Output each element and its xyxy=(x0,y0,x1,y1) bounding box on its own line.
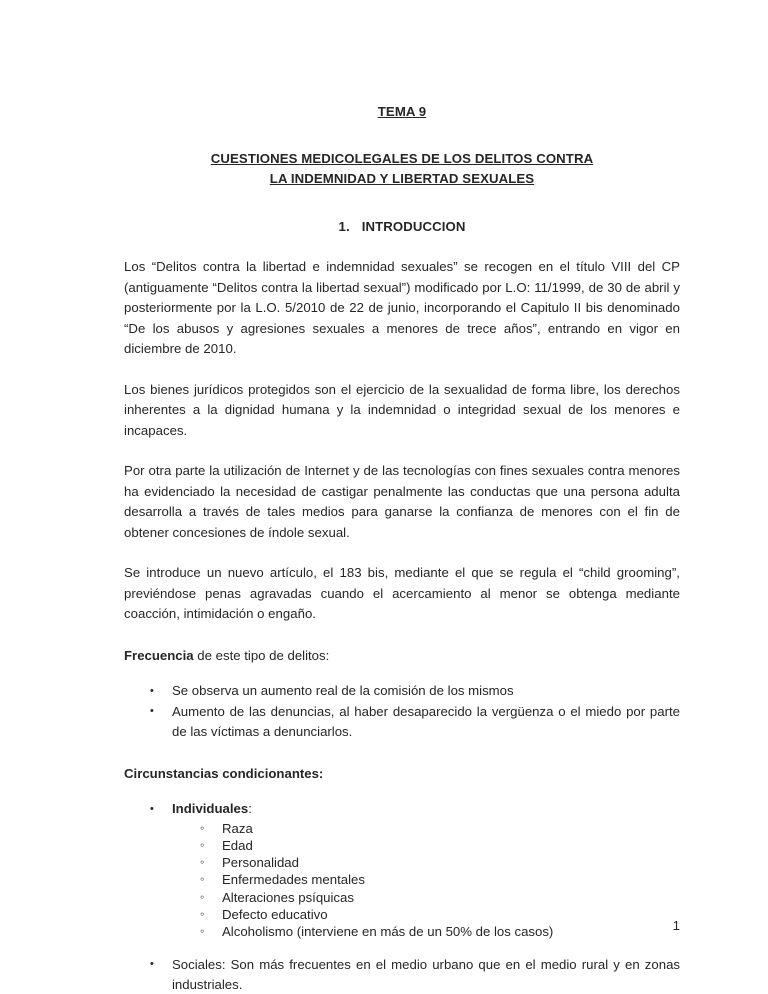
individuales-label-rest: : xyxy=(248,801,252,816)
paragraph-3: Por otra parte la utilización de Internet y de las tecnologías con fines sexuales contra menores ha evidenciado la necesidad de castigar penalmente las conductas que una persona adulta desarrolla a través de tales medios para ganarse la confianza de menores con el fin de obtener concesiones de índole sexual. xyxy=(124,463,680,540)
list-item: • Aumento de las denuncias, al haber desaparecido la vergüenza o el miedo por parte de las víctimas a denunciarlos. xyxy=(124,702,680,743)
document-title xyxy=(124,149,680,189)
section-title: INTRODUCCION xyxy=(361,219,466,234)
paragraph-4: Se introduce un nuevo artículo, el 183 bis, mediante el que se regula el “child grooming”, previéndose penas agravadas cuando el acercamiento al menor se obtenga mediante coacción, intimidación o engaño. xyxy=(124,565,680,621)
circunstancias-heading: Circunstancias condicionantes: xyxy=(124,765,324,781)
frecuencia-label: Frecuencia xyxy=(124,647,194,663)
sub-list-item: ◦ Raza xyxy=(172,820,680,837)
section-heading-introduccion xyxy=(124,219,680,234)
sub-list-item: ◦ Alcoholismo (interviene en más de un 50% de los casos) xyxy=(172,923,680,940)
frecuencia-lead xyxy=(124,646,680,667)
list-item-sociales: • Sociales: Son más frecuentes en el medio urbano que en el medio rural y en zonas industriales. xyxy=(124,955,680,994)
document-title-line-1: CUESTIONES MEDICOLEGALES DE LOS DELITOS CONTRA xyxy=(210,151,594,166)
document-heading-tema xyxy=(124,104,680,119)
individuales-label: Individuales xyxy=(172,801,249,816)
document-body xyxy=(124,104,680,994)
list-item: • Se observa un aumento real de la comisión de los mismos xyxy=(124,681,680,702)
sub-list-item: ◦ Personalidad xyxy=(172,854,680,871)
section-number: 1. xyxy=(338,219,350,234)
frecuencia-list xyxy=(124,681,680,743)
sub-list-item: ◦ Edad xyxy=(172,837,680,854)
document-heading-tema-text: TEMA 9 xyxy=(377,104,427,119)
paragraph-2: Los bienes jurídicos protegidos son el ejercicio de la sexualidad de forma libre, los derechos inherentes a la dignidad humana y la indemnidad o integridad sexual de los menores e incapaces. xyxy=(124,381,680,438)
sub-list-item: ◦ Defecto educativo xyxy=(172,906,680,923)
document-title-line-2: LA INDEMNIDAD Y LIBERTAD SEXUALES xyxy=(269,171,535,186)
sub-list-item: ◦ Alteraciones psíquicas xyxy=(172,889,680,906)
paragraph-1: Los “Delitos contra la libertad e indemnidad sexuales” se recogen en el título VIII del CP (antiguamente “Delitos contra la libertad sexual”) modificado por L.O: 11/1999, de 30 de abril y posteriormente por la L.O. 5/2010 de 22 de junio, incorporando el Capitulo II bis denominado “De los abusos y agresiones sexuales a menores de trece años”, entrando en vigor en diciembre de 2010. xyxy=(124,259,680,356)
circunstancias-list xyxy=(124,799,680,994)
page-number: 1 xyxy=(672,918,680,933)
sub-list-item: ◦ Enfermedades mentales xyxy=(172,871,680,888)
frecuencia-label-rest: de este tipo de delitos: xyxy=(193,647,330,663)
